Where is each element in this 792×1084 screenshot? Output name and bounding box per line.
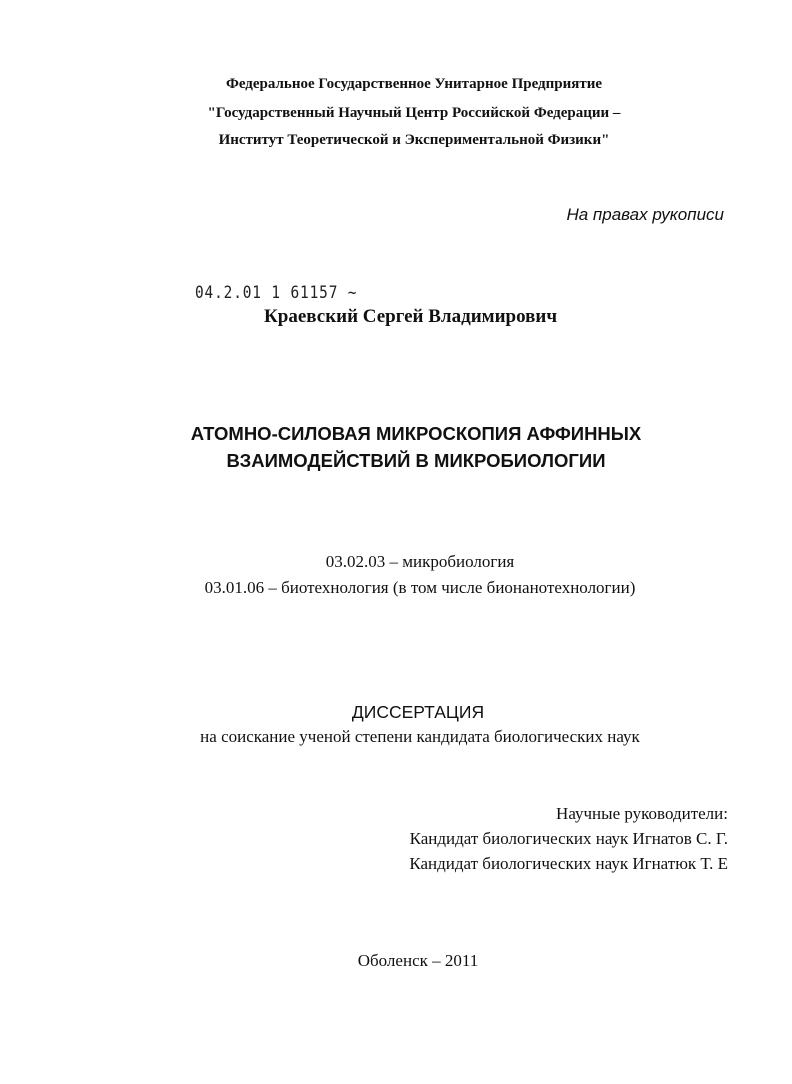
organization-line-1: Федеральное Государственное Унитарное Предприятие: [225, 76, 603, 92]
manuscript-rights-note: На правах рукописи: [566, 205, 724, 224]
specialty-line-1: 03.02.03 – микробиология: [325, 552, 515, 571]
specialty-line-2: 03.01.06 – биотехнология (в том числе бионанотехнологии): [204, 578, 636, 597]
thesis-title-line-2: ВЗАИМОДЕЙСТВИЙ В МИКРОБИОЛОГИИ: [226, 450, 606, 471]
organization-line-3: Институт Теоретической и Экспериментальной Физики": [218, 132, 610, 148]
dissertation-degree-line: на соискание ученой степени кандидата биологических наук: [200, 727, 640, 746]
thesis-title-line-1: АТОМНО-СИЛОВАЯ МИКРОСКОПИЯ АФФИННЫХ: [190, 423, 642, 444]
supervisor-line-1: Кандидат биологических наук Игнатов С. Г.: [409, 829, 728, 848]
dissertation-label: ДИССЕРТАЦИЯ: [351, 702, 485, 722]
place-and-year: Оболенск – 2011: [357, 951, 479, 970]
supervisors-heading: Научные руководители:: [556, 804, 728, 823]
supervisor-line-2: Кандидат биологических наук Игнатюк Т. Е: [409, 854, 728, 873]
library-stamp-number: 04.2.01 1 61157 ~: [195, 283, 358, 303]
organization-line-2: "Государственный Научный Центр Российской Федерации –: [207, 105, 621, 121]
author-name: Краевский Сергей Владимирович: [264, 306, 558, 327]
